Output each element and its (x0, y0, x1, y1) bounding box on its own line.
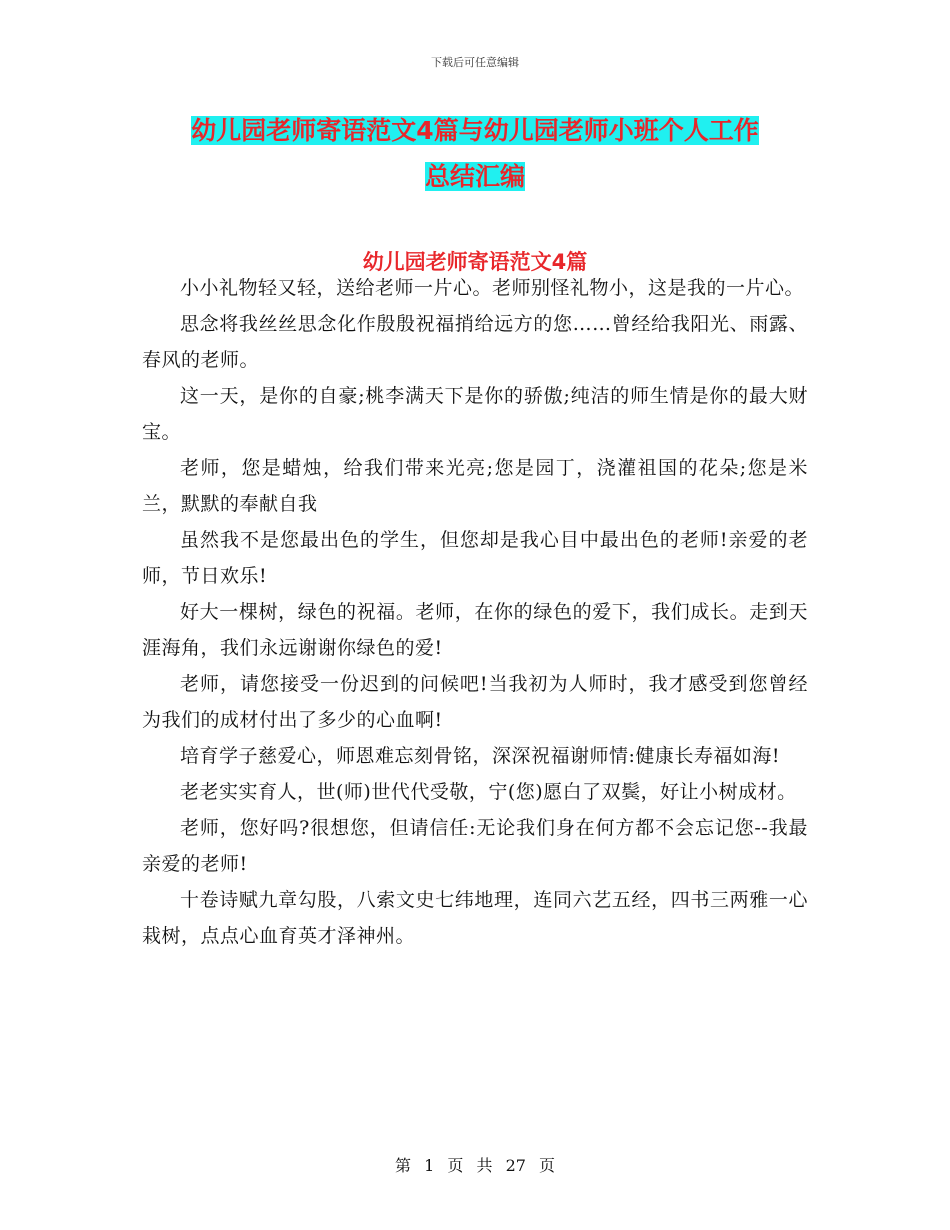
footer-prefix: 第 (394, 1156, 411, 1175)
document-title-line-1: 幼儿园老师寄语范文4篇与幼儿园老师小班个人工作 (191, 116, 759, 145)
section-title: 幼儿园老师寄语范文4篇 (362, 250, 588, 274)
paragraph: 老师，您好吗?很想您，但请信任:无论我们身在何方都不会忘记您--我最亲爱的老师! (142, 817, 808, 875)
footer-total-prefix: 共 (476, 1156, 493, 1175)
body-text (142, 270, 808, 954)
paragraph: 这一天，是你的自豪;桃李满天下是你的骄傲;纯洁的师生情是你的最大财宝。 (142, 385, 808, 443)
paragraph: 十卷诗赋九章勾股，八索文史七纬地理，连同六艺五经，四书三两雅一心栽树，点点心血育英才泽神州。 (142, 889, 808, 947)
paragraph: 老师，您是蜡烛，给我们带来光亮;您是园丁，浇灌祖国的花朵;您是米兰，默默的奉献自我 (142, 457, 808, 515)
paragraph: 好大一棵树，绿色的祝福。老师，在你的绿色的爱下，我们成长。走到天涯海角，我们永远谢谢你绿色的爱! (142, 601, 808, 659)
paragraph: 虽然我不是您最出色的学生，但您却是我心目中最出色的老师!亲爱的老师，节日欢乐! (142, 529, 808, 587)
paragraph: 培育学子慈爱心，师恩难忘刻骨铭，深深祝福谢师情:健康长寿福如海! (180, 745, 781, 767)
footer-page-unit: 页 (447, 1156, 464, 1175)
footer-total-pages: 27 (505, 1156, 526, 1175)
footer-page-number: 1 (424, 1156, 435, 1175)
paragraph: 思念将我丝丝思念化作殷殷祝福捎给远方的您……曾经给我阳光、雨露、春风的老师。 (142, 313, 808, 371)
paragraph: 老师，请您接受一份迟到的问候吧!当我初为人师时，我才感受到您曾经为我们的成材付出了多少的心血啊! (142, 673, 808, 731)
document-title (120, 108, 830, 200)
header-note: 下载后可任意编辑 (431, 56, 519, 69)
footer-total-unit: 页 (539, 1156, 556, 1175)
page-footer (0, 1153, 950, 1176)
document-title-line-2: 总结汇编 (424, 162, 525, 191)
paragraph: 小小礼物轻又轻，送给老师一片心。老师别怪礼物小，这是我的一片心。 (180, 277, 805, 299)
paragraph: 老老实实育人，世(师)世代代受敬，宁(您)愿白了双鬓，好让小树成材。 (180, 781, 797, 803)
